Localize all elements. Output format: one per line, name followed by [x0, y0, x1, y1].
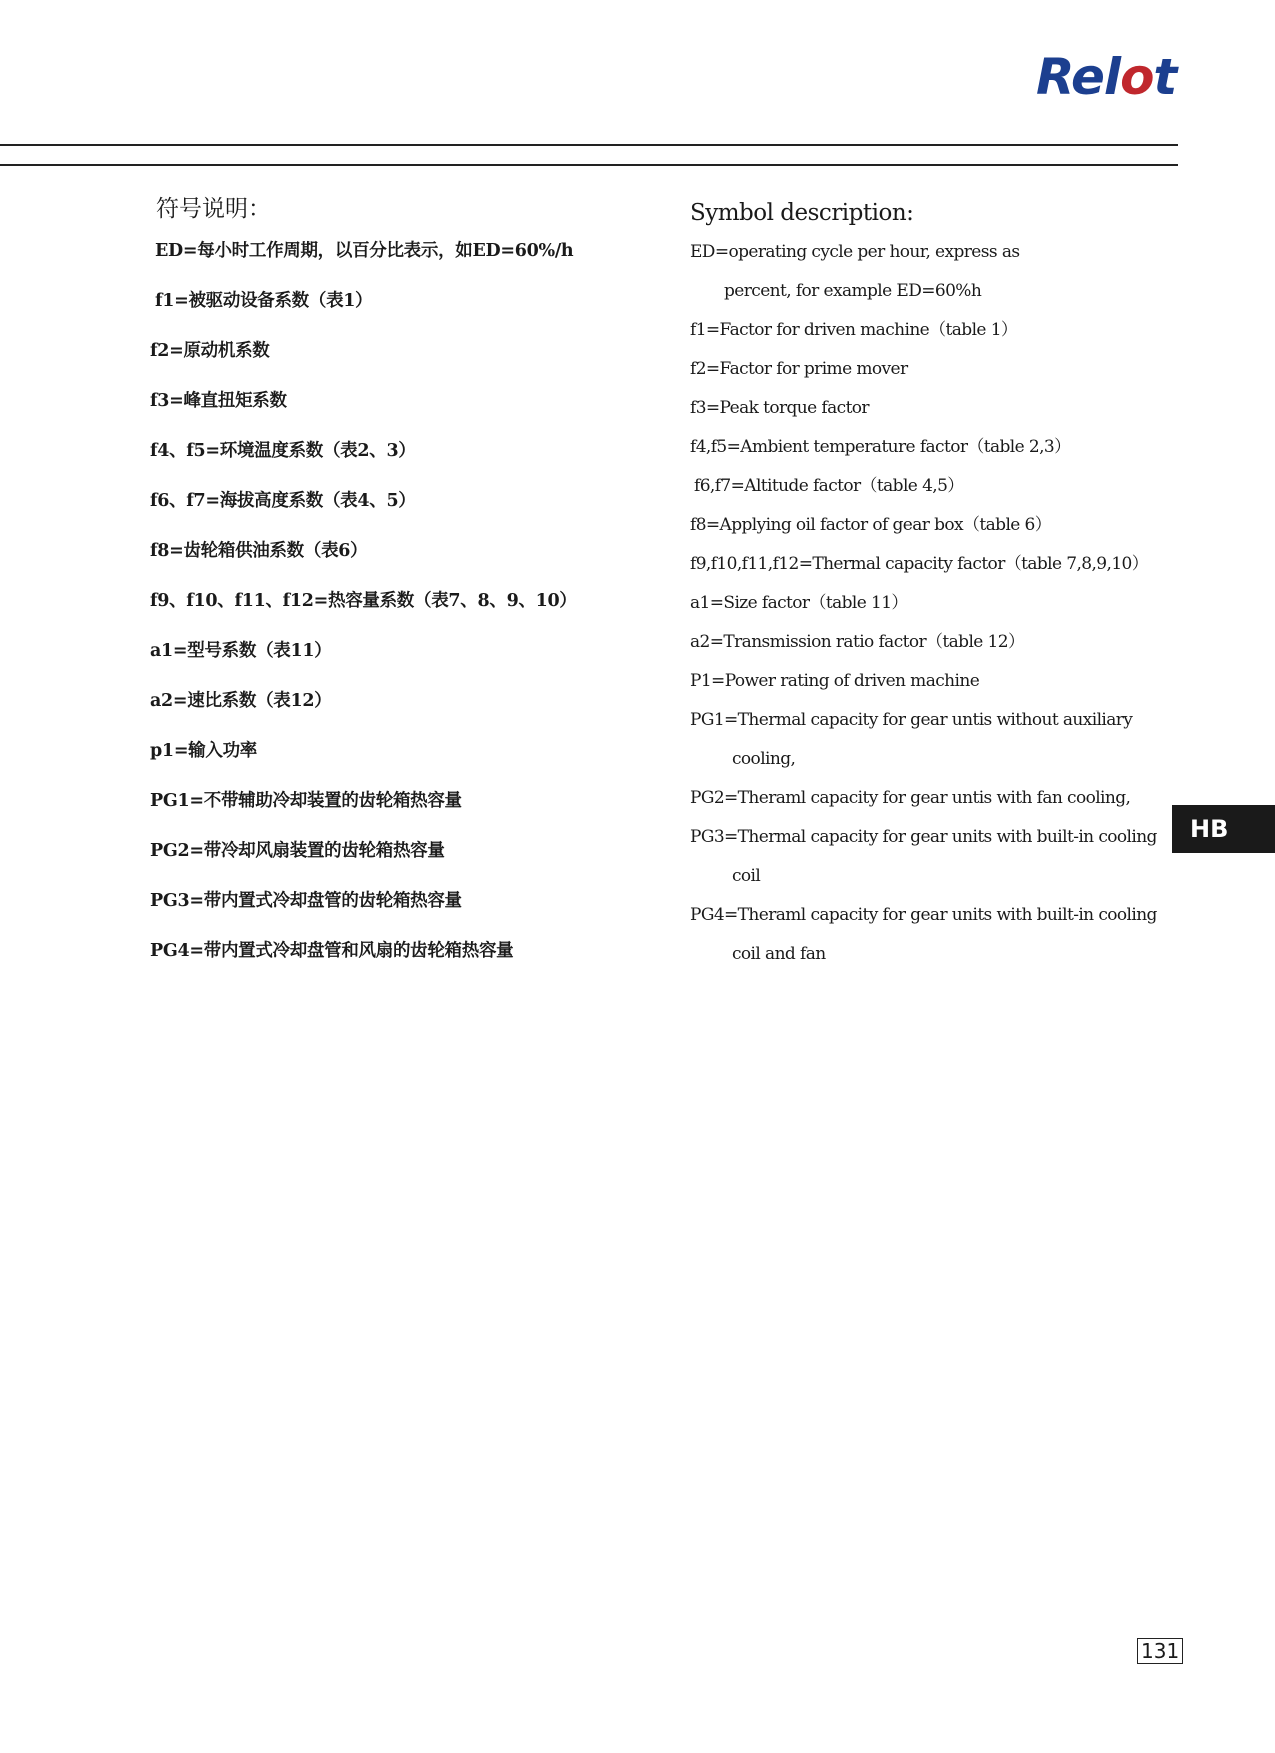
zh-symbol-a1: a1=型号系数（表11）	[150, 641, 332, 661]
en-symbol-pg4: PG4=Theraml capacity for gear units with built-in cooling	[690, 905, 1157, 925]
en-symbol-ed-continued: percent, for example ED=60%h	[724, 281, 982, 301]
en-symbol-f3: f3=Peak torque factor	[690, 398, 869, 418]
en-symbol-f6-f7: f6,f7=Altitude factor（table 4,5）	[694, 476, 964, 496]
en-symbol-f9-f12: f9,f10,f11,f12=Thermal capacity factor（table 7,8,9,10）	[690, 554, 1149, 574]
en-symbol-a2: a2=Transmission ratio factor（table 12）	[690, 632, 1025, 652]
zh-symbol-a2: a2=速比系数（表12）	[150, 691, 332, 711]
en-symbol-pg2: PG2=Theraml capacity for gear untis with fan cooling,	[690, 788, 1131, 808]
en-symbol-p1: P1=Power rating of driven machine	[690, 671, 980, 691]
en-symbol-pg4-continued: coil and fan	[732, 944, 826, 964]
page-number: 131	[1137, 1638, 1183, 1664]
english-symbol-column	[690, 200, 1160, 981]
zh-symbol-f1: f1=被驱动设备系数（表1）	[155, 291, 373, 311]
zh-symbol-f3: f3=峰直扭矩系数	[150, 391, 287, 411]
zh-symbol-pg1: PG1=不带辅助冷却装置的齿轮箱热容量	[150, 791, 462, 811]
zh-symbol-f8: f8=齿轮箱供油系数（表6）	[150, 541, 368, 561]
header-rule-bottom	[0, 164, 1178, 166]
section-tab: HB	[1172, 805, 1275, 853]
en-symbol-f2: f2=Factor for prime mover	[690, 359, 908, 379]
zh-symbol-pg3: PG3=带内置式冷却盘管的齿轮箱热容量	[150, 891, 462, 911]
en-symbol-a1: a1=Size factor（table 11）	[690, 593, 908, 613]
zh-symbol-f9-f12: f9、f10、f11、f12=热容量系数（表7、8、9、10）	[150, 591, 577, 611]
en-symbol-f4-f5: f4,f5=Ambient temperature factor（table 2,3）	[690, 437, 1071, 457]
en-symbol-ed: ED=operating cycle per hour, express as	[690, 242, 1020, 262]
zh-symbol-pg4: PG4=带内置式冷却盘管和风扇的齿轮箱热容量	[150, 941, 514, 961]
zh-symbol-pg2: PG2=带冷却风扇装置的齿轮箱热容量	[150, 841, 445, 861]
zh-symbol-f6-f7: f6、f7=海拔高度系数（表4、5）	[150, 491, 416, 511]
en-symbol-pg1: PG1=Thermal capacity for gear untis without auxiliary	[690, 710, 1133, 730]
zh-symbol-ed: ED=每小时工作周期，以百分比表示，如ED=60%/h	[155, 241, 574, 261]
zh-heading: 符号说明：	[156, 196, 271, 222]
zh-symbol-f2: f2=原动机系数	[150, 341, 270, 361]
en-heading: Symbol description:	[690, 200, 914, 226]
zh-symbol-f4-f5: f4、f5=环境温度系数（表2、3）	[150, 441, 416, 461]
en-symbol-pg1-continued: cooling,	[732, 749, 796, 769]
en-symbol-pg3-continued: coil	[732, 866, 761, 886]
en-symbol-f1: f1=Factor for driven machine（table 1）	[690, 320, 1018, 340]
en-symbol-f8: f8=Applying oil factor of gear box（table 6）	[690, 515, 1052, 535]
brand-logo: Relot	[1036, 48, 1177, 106]
en-symbol-pg3: PG3=Thermal capacity for gear units with built-in cooling	[690, 827, 1157, 847]
zh-symbol-p1: p1=输入功率	[150, 741, 257, 761]
header-rule-top	[0, 144, 1178, 146]
chinese-symbol-column	[150, 190, 670, 989]
